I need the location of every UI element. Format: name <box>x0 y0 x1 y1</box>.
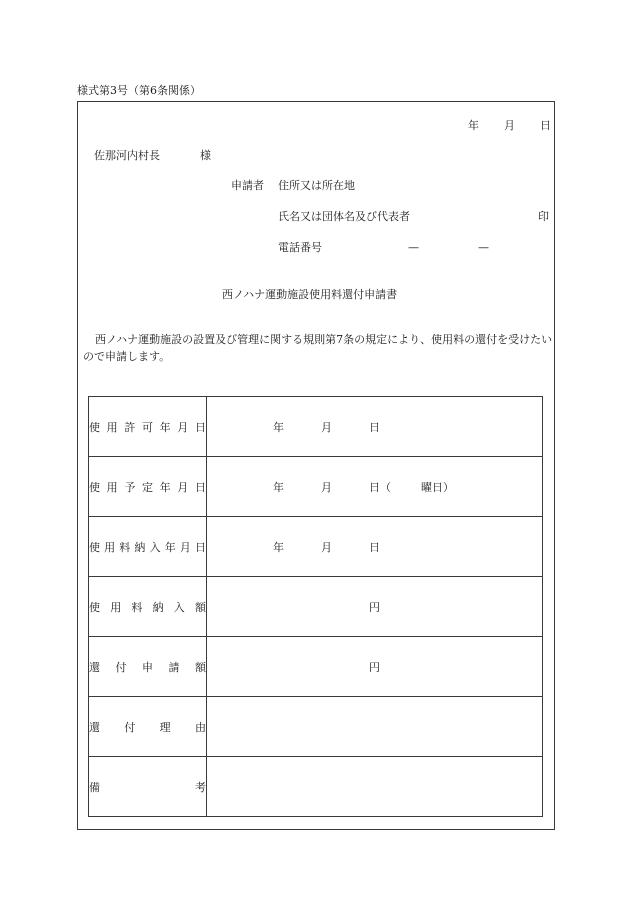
year-unit: 年 <box>273 420 284 434</box>
yen-unit: 円 <box>369 660 380 674</box>
row-label: 還 付 理 由 <box>89 720 206 734</box>
date-year: 年 <box>468 119 479 132</box>
day-unit: 日 <box>369 420 380 434</box>
month-unit: 月 <box>321 480 332 494</box>
application-table <box>88 396 543 817</box>
date-day: 日 <box>540 119 551 132</box>
month-unit: 月 <box>321 420 332 434</box>
body-paragraph: 西ノハナ運動施設の設置及び管理に関する規則第7条の規定により、使用料の還付を受けたいので申請します。 <box>83 333 553 363</box>
row-label-cell <box>89 517 207 577</box>
applicant-label: 申請者 <box>231 179 264 192</box>
refund-reason-value[interactable] <box>207 697 543 757</box>
permit-date-value[interactable] <box>207 397 543 457</box>
table-row <box>89 397 543 457</box>
month-unit: 月 <box>321 540 332 554</box>
remarks-value[interactable] <box>207 757 543 817</box>
address-label: 住所又は所在地 <box>278 179 355 192</box>
year-unit: 年 <box>273 480 284 494</box>
date-month: 月 <box>504 119 515 132</box>
table-row <box>89 577 543 637</box>
day-paren-unit: 日（ <box>369 480 391 494</box>
honorific: 様 <box>200 149 211 162</box>
table-row <box>89 517 543 577</box>
weekday-unit: 曜日） <box>421 480 454 494</box>
table-row <box>89 637 543 697</box>
phone-label: 電話番号 <box>278 241 322 254</box>
yen-unit: 円 <box>369 600 380 614</box>
year-unit: 年 <box>273 540 284 554</box>
row-label-cell <box>89 697 207 757</box>
paid-amount-value[interactable] <box>207 577 543 637</box>
row-label: 使 用 料 納 入 年 月 日 <box>89 540 206 554</box>
refund-amount-value[interactable] <box>207 637 543 697</box>
row-label: 使 用 料 納 入 額 <box>89 600 206 614</box>
seal-mark: 印 <box>538 210 549 223</box>
scheduled-date-value[interactable] <box>207 457 543 517</box>
row-label-cell <box>89 397 207 457</box>
addressee: 佐那河内村長 <box>94 149 160 162</box>
row-label: 使 用 許 可 年 月 日 <box>89 420 206 434</box>
phone-dash-2: — <box>478 241 489 254</box>
day-unit: 日 <box>369 540 380 554</box>
name-label: 氏名又は団体名及び代表者 <box>278 210 410 223</box>
row-label-cell <box>89 577 207 637</box>
row-label-cell <box>89 457 207 517</box>
row-label: 備 考 <box>89 780 206 794</box>
row-label: 還 付 申 請 額 <box>89 660 206 674</box>
payment-date-value[interactable] <box>207 517 543 577</box>
phone-dash-1: — <box>408 241 419 254</box>
form-title: 西ノハナ運動施設使用料還付申請書 <box>222 288 398 301</box>
table-row <box>89 757 543 817</box>
table-row <box>89 697 543 757</box>
row-label-cell <box>89 757 207 817</box>
row-label-cell <box>89 637 207 697</box>
form-number: 様式第3号（第6条関係） <box>77 84 201 97</box>
row-label: 使 用 予 定 年 月 日 <box>89 480 206 494</box>
table-row <box>89 457 543 517</box>
